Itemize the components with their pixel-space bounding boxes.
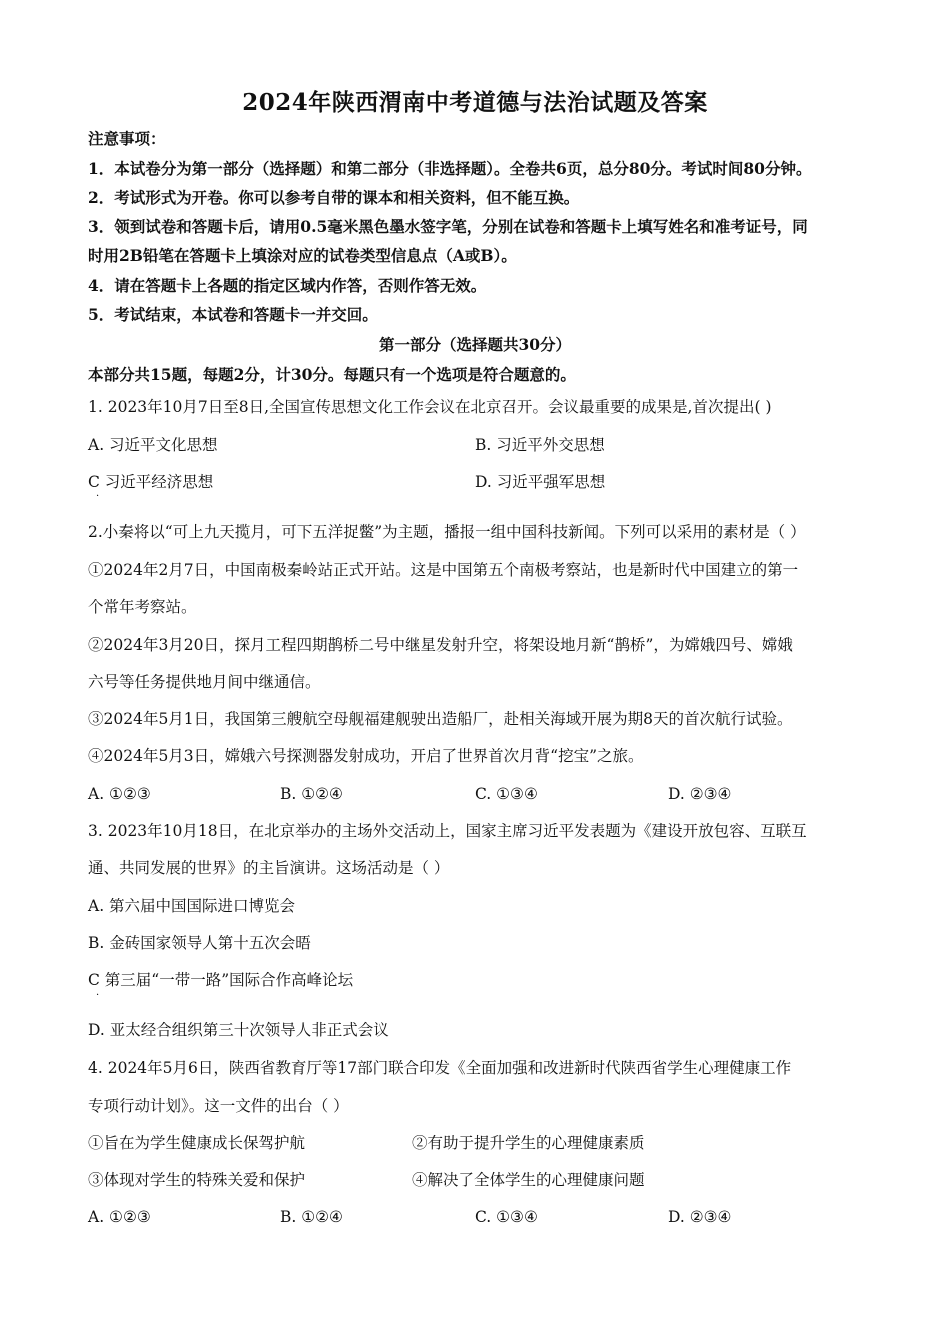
dot-mark: ·: [96, 491, 100, 502]
q3-stem-cont: 通、共同发展的世界》的主旨演讲。这场活动是（ ）: [88, 859, 450, 877]
part1-heading: 第一部分（选择题共30分）: [378, 335, 572, 354]
q2-statement-4: ④2024年5月3日，嫦娥六号探测器发射成功，开启了世界首次月背“挖宝”之旅。: [88, 747, 644, 765]
notes-heading: 注意事项：: [88, 129, 166, 148]
q4-statement-1: ①旨在为学生健康成长保驾护航: [88, 1134, 306, 1152]
q1-stem: 1. 2023年10月7日至8日,全国宣传思想文化工作会议在北京召开。会议最重要的成果是,首次提出( ): [88, 398, 772, 416]
q1-option-c: C 习近平经济思想: [88, 473, 214, 491]
q2-option-b: B. ①②④: [280, 785, 343, 803]
q2-statement-2-cont: 六号等任务提供地月间中继通信。: [88, 673, 321, 691]
part1-instruction: 本部分共15题，每题2分，计30分。每题只有一个选项是符合题意的。: [88, 365, 576, 384]
q3-option-d: D. 亚太经合组织第三十次领导人非正式会议: [88, 1021, 389, 1039]
q2-stem: 2.小秦将以“可上九天揽月，可下五洋捉鳖”为主题，播报一组中国科技新闻。下列可以采用的素材是（ ）: [88, 523, 806, 541]
q3-option-c: C 第三届“一带一路”国际合作高峰论坛: [88, 971, 354, 989]
q1-option-a: A. 习近平文化思想: [88, 436, 218, 454]
q2-statement-2: ②2024年3月20日，探月工程四期鹊桥二号中继星发射升空，将架设地月新“鹊桥”，为嫦娥四号、嫦娥: [88, 636, 793, 654]
q4-option-d: D. ②③④: [668, 1208, 732, 1226]
q2-statement-1-cont: 个常年考察站。: [88, 598, 197, 616]
note-item-2: 2．考试形式为开卷。你可以参考自带的课本和相关资料，但不能互换。: [88, 188, 580, 207]
q4-option-b: B. ①②④: [280, 1208, 343, 1226]
note-item-5: 5．考试结束，本试卷和答题卡一并交回。: [88, 305, 378, 324]
q4-stem-cont: 专项行动计划》。这一文件的出台（ ）: [88, 1097, 349, 1115]
page-title: 2024年陕西渭南中考道德与法治试题及答案: [242, 89, 708, 116]
q4-option-c: C. ①③④: [475, 1208, 538, 1226]
q3-option-b: B. 金砖国家领导人第十五次会晤: [88, 934, 311, 952]
q1-option-d: D. 习近平强军思想: [475, 473, 606, 491]
q3-stem: 3. 2023年10月18日，在北京举办的主场外交活动上，国家主席习近平发表题为《建设开放包容、互联互: [88, 822, 807, 840]
q4-option-a: A. ①②③: [88, 1208, 151, 1226]
q2-option-c: C. ①③④: [475, 785, 538, 803]
q4-stem: 4. 2024年5月6日，陕西省教育厅等17部门联合印发《全面加强和改进新时代陕西省学生心理健康工作: [88, 1059, 792, 1077]
dot-mark: ·: [96, 990, 100, 1001]
note-item-3: 3．领到试卷和答题卡后，请用0.5毫米黑色墨水签字笔，分别在试卷和答题卡上填写姓名和准考证号，同: [88, 217, 808, 236]
q2-statement-3: ③2024年5月1日，我国第三艘航空母舰福建舰驶出造船厂，赴相关海域开展为期8天的首次航行试验。: [88, 710, 793, 728]
q2-statement-1: ①2024年2月7日，中国南极秦岭站正式开站。这是中国第五个南极考察站，也是新时代中国建立的第一: [88, 561, 799, 579]
note-item-1: 1．本试卷分为第一部分（选择题）和第二部分（非选择题）。全卷共6页，总分80分。考试时间80分钟。: [88, 159, 812, 178]
q4-statement-3: ③体现对学生的特殊关爱和保护: [88, 1171, 306, 1189]
q1-option-b: B. 习近平外交思想: [475, 436, 605, 454]
q4-statement-4: ④解决了全体学生的心理健康问题: [412, 1171, 645, 1189]
q3-option-a: A. 第六届中国国际进口博览会: [88, 897, 296, 915]
note-item-3-cont: 时用2B铅笔在答题卡上填涂对应的试卷类型信息点（A或B）。: [88, 246, 517, 265]
note-item-4: 4．请在答题卡上各题的指定区域内作答，否则作答无效。: [88, 276, 487, 295]
q2-option-a: A. ①②③: [88, 785, 151, 803]
q2-option-d: D. ②③④: [668, 785, 732, 803]
q4-statement-2: ②有助于提升学生的心理健康素质: [412, 1134, 645, 1152]
